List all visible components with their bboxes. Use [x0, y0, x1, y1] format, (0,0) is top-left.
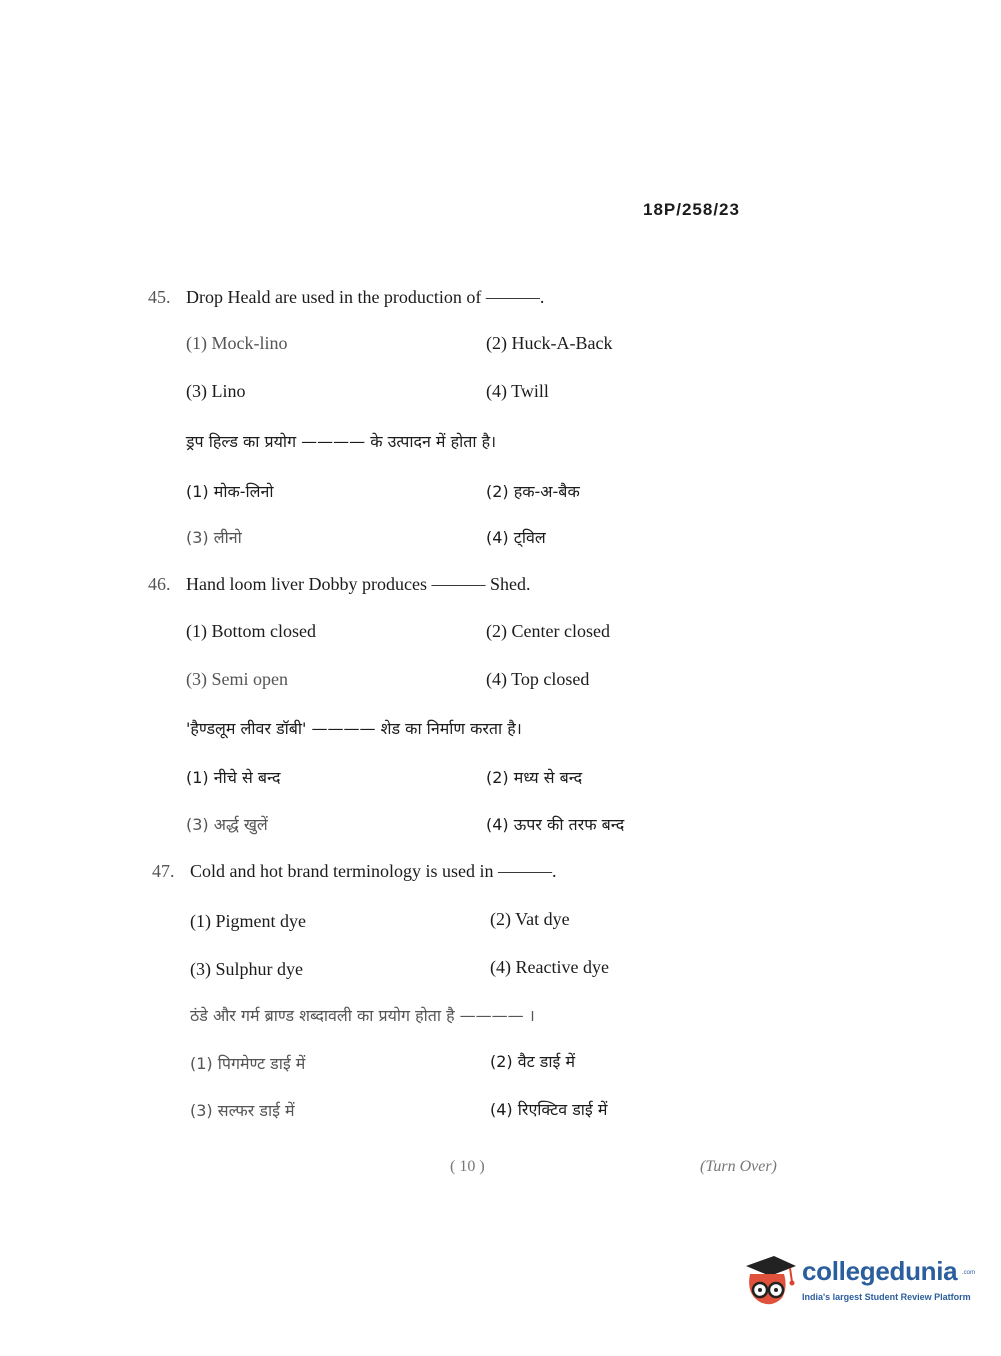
option-en: (3) Sulphur dye: [190, 959, 303, 979]
option-en: (3) Lino: [186, 381, 246, 401]
question-number: 47.: [152, 861, 175, 881]
option-en: (2) Center closed: [486, 621, 610, 641]
option-en: (2) Huck-A-Back: [486, 333, 613, 353]
brand-suffix: .com: [962, 1270, 976, 1276]
option-hi: (3) लीनो: [186, 528, 242, 547]
question-text-en: Drop Heald are used in the production of ———.: [186, 287, 545, 307]
option-hi: (4) ट्विल: [486, 528, 546, 547]
question-text-en: Cold and hot brand terminology is used in ———.: [190, 861, 557, 881]
option-en: (4) Reactive dye: [490, 957, 609, 977]
paper-code: 18P/258/23: [643, 200, 740, 219]
question-number: 46.: [148, 574, 171, 594]
option-hi: (2) हक-अ-बैक: [486, 482, 580, 501]
option-hi: (2) वैट डाई में: [490, 1052, 576, 1071]
option-en: (1) Bottom closed: [186, 621, 316, 641]
question-text-hi: ठंडे और गर्म ब्राण्ड शब्दावली का प्रयोग होता है ———— ।: [190, 1006, 535, 1025]
question-text-en: Hand loom liver Dobby produces ——— Shed.: [186, 574, 531, 594]
option-en: (4) Top closed: [486, 669, 590, 689]
option-hi: (1) मोक-लिनो: [186, 482, 274, 501]
question-text-hi: 'हैण्डलूम लीवर डॉबी' ———— शेड का निर्माण करता है।: [186, 719, 522, 738]
question-number: 45.: [148, 287, 171, 307]
option-hi: (3) सल्फर डाई में: [190, 1101, 295, 1120]
option-hi: (1) पिगमेण्ट डाई में: [190, 1054, 306, 1073]
option-hi: (4) रिएक्टिव डाई में: [490, 1100, 608, 1119]
page-number: ( 10 ): [450, 1158, 485, 1175]
option-en: (2) Vat dye: [490, 909, 570, 929]
student-mascot-icon: [740, 1250, 798, 1310]
brand-tagline: India's largest Student Review Platform: [802, 1292, 971, 1302]
collegedunia-logo: [740, 1250, 976, 1312]
option-en: (1) Mock-lino: [186, 333, 288, 353]
option-en: (3) Semi open: [186, 669, 288, 689]
turn-over-note: (Turn Over): [700, 1158, 777, 1175]
option-en: (4) Twill: [486, 381, 549, 401]
question-text-hi: ड्रप हिल्ड का प्रयोग ———— के उत्पादन में होता है।: [186, 432, 497, 451]
option-hi: (4) ऊपर की तरफ बन्द: [486, 815, 625, 834]
option-hi: (3) अर्द्ध खुलें: [186, 815, 268, 834]
brand-name: collegedunia: [802, 1256, 958, 1286]
option-hi: (1) नीचे से बन्द: [186, 768, 281, 787]
option-hi: (2) मध्य से बन्द: [486, 768, 583, 787]
option-en: (1) Pigment dye: [190, 911, 306, 931]
